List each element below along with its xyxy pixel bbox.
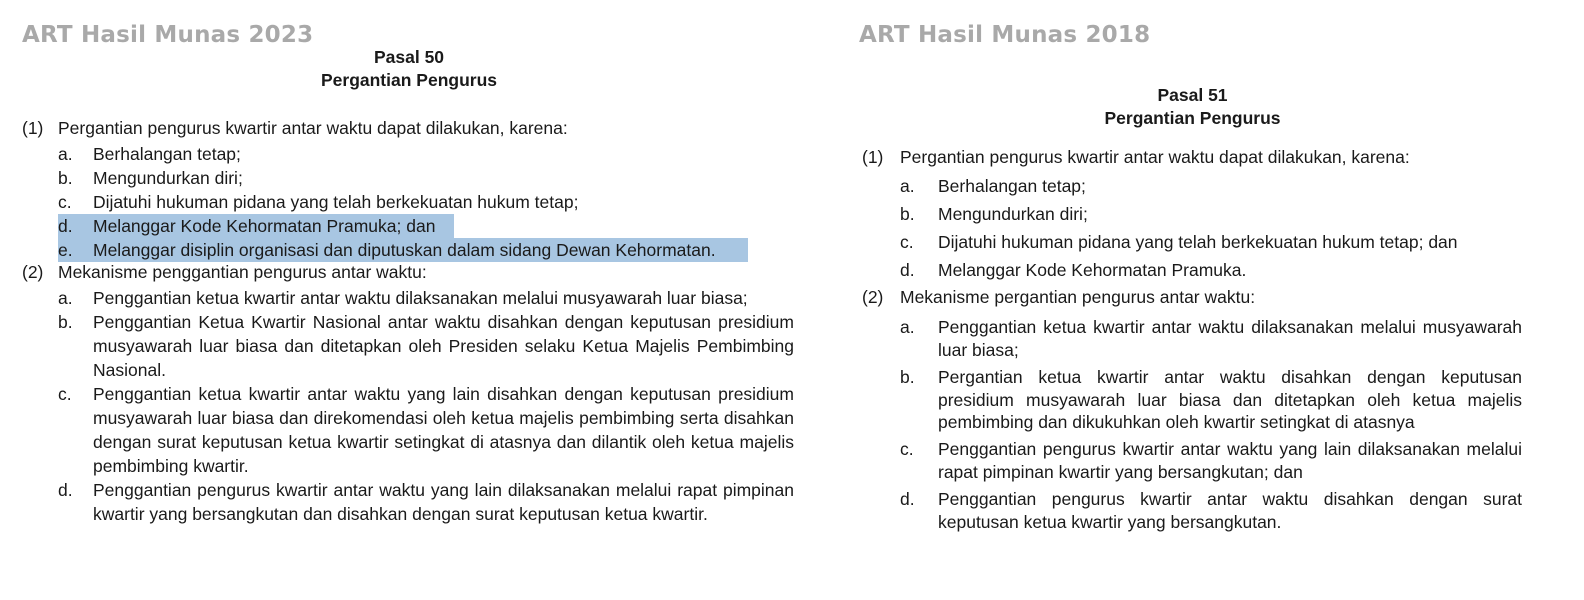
list-letter: b. <box>900 367 915 387</box>
article-title: Pergantian Pengurus <box>1104 108 1281 128</box>
list-text: Mengundurkan diri; <box>93 168 243 188</box>
clause-number: (2) <box>862 287 884 307</box>
clause-number: (1) <box>22 118 44 138</box>
list-text: Mengundurkan diri; <box>938 204 1088 224</box>
list-letter: d. <box>58 216 73 236</box>
highlighted-list-item <box>58 214 454 238</box>
list-letter: c. <box>58 384 72 404</box>
list-text: Melanggar disiplin organisasi dan diputuskan dalam sidang Dewan Kehormatan. <box>93 240 716 260</box>
list-letter: b. <box>900 204 915 224</box>
article-heading <box>0 46 818 92</box>
clause-text: Pergantian pengurus kwartir antar waktu dapat dilakukan, karena: <box>58 118 568 138</box>
list-letter: c. <box>900 439 914 459</box>
list-text: Berhalangan tetap; <box>938 176 1086 196</box>
clause-number: (2) <box>22 262 44 282</box>
list-text: Penggantian Ketua Kwartir Nasional antar waktu disahkan dengan keputusan presidium musyawarah luar biasa dan ditetapkan oleh Presiden selaku Ketua Majelis Pembimbing Nasional. <box>93 312 794 380</box>
list-letter: c. <box>58 192 72 212</box>
list-letter: a. <box>900 176 915 196</box>
list-letter: d. <box>900 260 915 280</box>
clause-text: Mekanisme pergantian pengurus antar waktu: <box>900 287 1256 307</box>
list-text: Berhalangan tetap; <box>93 144 241 164</box>
clause-number: (1) <box>862 147 884 167</box>
list-text: Penggantian ketua kwartir antar waktu dilaksanakan melalui musyawarah luar biasa; <box>938 317 1522 360</box>
list-letter: d. <box>58 480 73 500</box>
highlighted-list-item <box>58 238 748 262</box>
list-letter: d. <box>900 489 915 509</box>
list-text: Penggantian pengurus kwartir antar waktu yang lain dilaksanakan melalui rapat pimpinan kwartir yang bersangkutan; dan <box>938 439 1522 482</box>
list-text: Penggantian pengurus kwartir antar waktu disahkan dengan surat keputusan ketua kwartir yang bersangkutan. <box>938 489 1522 532</box>
list-letter: b. <box>58 312 73 332</box>
article-number: Pasal 50 <box>373 47 445 67</box>
list-text: Dijatuhi hukuman pidana yang telah berkekuatan hukum tetap; <box>93 192 579 212</box>
list-letter: c. <box>900 232 914 252</box>
clause-text: Mekanisme penggantian pengurus antar waktu: <box>58 262 427 282</box>
article-title: Pergantian Pengurus <box>320 70 497 90</box>
list-text: Penggantian pengurus kwartir antar waktu yang lain dilaksanakan melalui rapat pimpinan kwartir yang bersangkutan dan disahkan dengan surat keputusan ketua kwartir. <box>93 480 794 524</box>
list-text: Dijatuhi hukuman pidana yang telah berkekuatan hukum tetap; dan <box>938 232 1458 252</box>
list-text: Pergantian ketua kwartir antar waktu disahkan dengan keputusan presidium musyawarah luar biasa dan ditetapkan oleh ketua majelis pembimbing dan dikukuhkan oleh kwartir setingkat di atasnya <box>938 367 1522 432</box>
list-text: Melanggar Kode Kehormatan Pramuka. <box>938 260 1247 280</box>
document-label: ART Hasil Munas 2018 <box>859 22 1151 48</box>
clause-text: Pergantian pengurus kwartir antar waktu dapat dilakukan, karena: <box>900 147 1410 167</box>
list-letter: b. <box>58 168 73 188</box>
article-heading <box>980 84 1405 130</box>
article-number: Pasal 51 <box>1157 85 1228 105</box>
list-text: Melanggar Kode Kehormatan Pramuka; dan <box>93 216 436 236</box>
list-letter: a. <box>58 144 73 164</box>
document-label: ART Hasil Munas 2023 <box>22 22 314 48</box>
list-letter: a. <box>58 288 73 308</box>
list-letter: e. <box>58 240 73 260</box>
list-text: Penggantian ketua kwartir antar waktu dilaksanakan melalui musyawarah luar biasa; <box>93 288 748 308</box>
list-text: Penggantian ketua kwartir antar waktu yang lain disahkan dengan keputusan presidium musyawarah luar biasa dan direkomendasi oleh ketua majelis pembimbing serta disahkan dengan surat keputusan ketua kwartir setingkat di atasnya dan dilantik oleh ketua majelis pembimbing kwartir. <box>93 384 794 476</box>
list-letter: a. <box>900 317 915 337</box>
